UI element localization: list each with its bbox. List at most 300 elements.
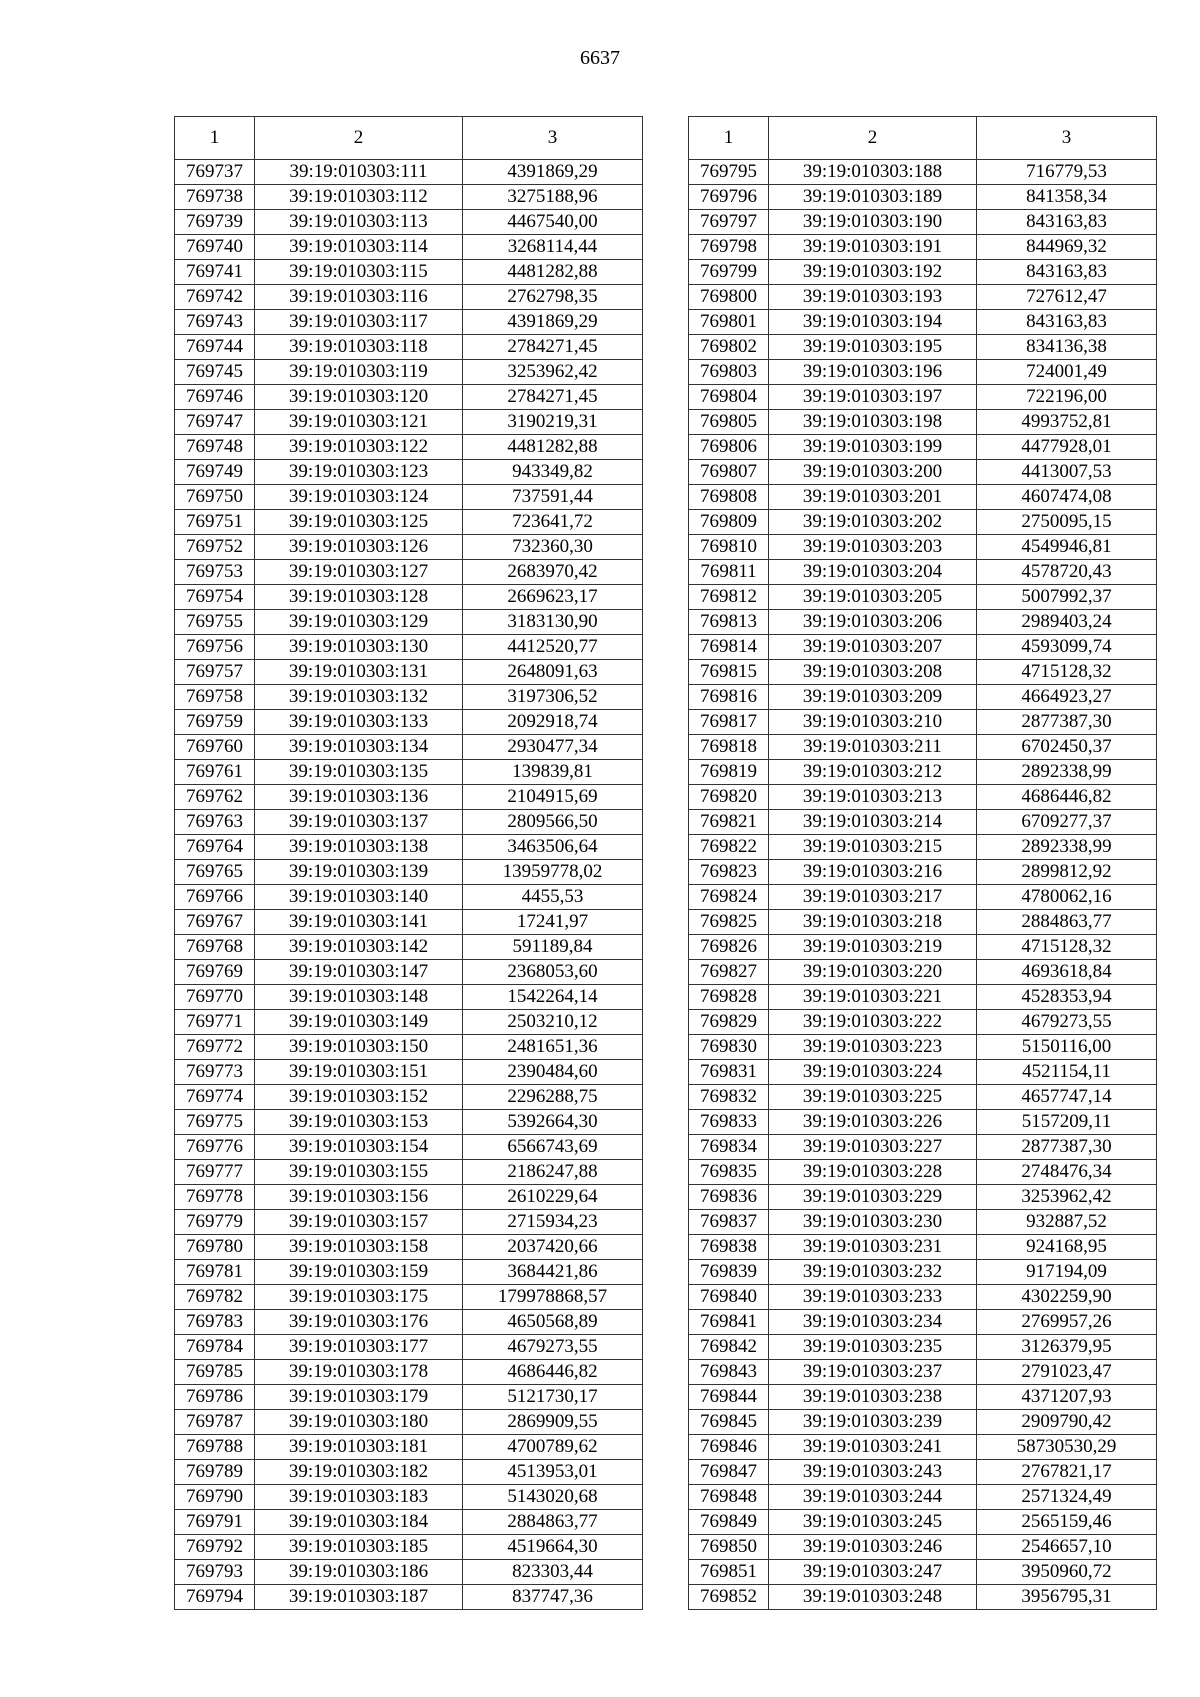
- table-row: [689, 1210, 1157, 1235]
- cadastral-number-cell: 39:19:010303:196: [769, 360, 977, 385]
- row-number-cell: 769757: [175, 660, 255, 685]
- cadastral-number-cell: 39:19:010303:208: [769, 660, 977, 685]
- row-number-cell: 769816: [689, 685, 769, 710]
- table-row: [689, 1335, 1157, 1360]
- cadastral-number-cell: 39:19:010303:214: [769, 810, 977, 835]
- row-number-cell: 769768: [175, 935, 255, 960]
- row-number-cell: 769785: [175, 1360, 255, 1385]
- value-cell: 6566743,69: [463, 1135, 643, 1160]
- row-number-cell: 769807: [689, 460, 769, 485]
- cadastral-number-cell: 39:19:010303:135: [255, 760, 463, 785]
- value-cell: 844969,32: [977, 235, 1157, 260]
- table-row: [689, 1160, 1157, 1185]
- table-row: [689, 760, 1157, 785]
- table-row: [175, 335, 643, 360]
- cadastral-number-cell: 39:19:010303:194: [769, 310, 977, 335]
- value-cell: 2892338,99: [977, 835, 1157, 860]
- cadastral-number-cell: 39:19:010303:119: [255, 360, 463, 385]
- value-cell: 4578720,43: [977, 560, 1157, 585]
- value-cell: 4477928,01: [977, 435, 1157, 460]
- cadastral-number-cell: 39:19:010303:117: [255, 310, 463, 335]
- cadastral-number-cell: 39:19:010303:126: [255, 535, 463, 560]
- table-row: [175, 510, 643, 535]
- row-number-cell: 769743: [175, 310, 255, 335]
- cadastral-number-cell: 39:19:010303:184: [255, 1510, 463, 1535]
- table-row: [175, 1285, 643, 1310]
- table-row: [689, 960, 1157, 985]
- cadastral-number-cell: 39:19:010303:215: [769, 835, 977, 860]
- row-number-cell: 769835: [689, 1160, 769, 1185]
- value-cell: 4521154,11: [977, 1060, 1157, 1085]
- value-cell: 4664923,27: [977, 685, 1157, 710]
- cadastral-number-cell: 39:19:010303:235: [769, 1335, 977, 1360]
- value-cell: 139839,81: [463, 760, 643, 785]
- value-cell: 6709277,37: [977, 810, 1157, 835]
- cadastral-number-cell: 39:19:010303:217: [769, 885, 977, 910]
- row-number-cell: 769762: [175, 785, 255, 810]
- cadastral-number-cell: 39:19:010303:219: [769, 935, 977, 960]
- row-number-cell: 769774: [175, 1085, 255, 1110]
- value-cell: 3126379,95: [977, 1335, 1157, 1360]
- cadastral-number-cell: 39:19:010303:200: [769, 460, 977, 485]
- cadastral-number-cell: 39:19:010303:197: [769, 385, 977, 410]
- value-cell: 5392664,30: [463, 1110, 643, 1135]
- value-cell: 4413007,53: [977, 460, 1157, 485]
- table-row: [175, 260, 643, 285]
- cadastral-number-cell: 39:19:010303:191: [769, 235, 977, 260]
- cadastral-number-cell: 39:19:010303:147: [255, 960, 463, 985]
- cadastral-number-cell: 39:19:010303:181: [255, 1435, 463, 1460]
- table-row: [689, 710, 1157, 735]
- row-number-cell: 769832: [689, 1085, 769, 1110]
- cadastral-number-cell: 39:19:010303:139: [255, 860, 463, 885]
- table-row: [175, 185, 643, 210]
- table-row: [689, 510, 1157, 535]
- row-number-cell: 769740: [175, 235, 255, 260]
- cadastral-number-cell: 39:19:010303:154: [255, 1135, 463, 1160]
- table-row: [689, 360, 1157, 385]
- cadastral-number-cell: 39:19:010303:157: [255, 1210, 463, 1235]
- value-cell: 727612,47: [977, 285, 1157, 310]
- cadastral-number-cell: 39:19:010303:218: [769, 910, 977, 935]
- cadastral-number-cell: 39:19:010303:142: [255, 935, 463, 960]
- cadastral-number-cell: 39:19:010303:180: [255, 1410, 463, 1435]
- row-number-cell: 769750: [175, 485, 255, 510]
- table-row: [689, 685, 1157, 710]
- row-number-cell: 769831: [689, 1060, 769, 1085]
- table-row: [689, 660, 1157, 685]
- table-row: [175, 785, 643, 810]
- row-number-cell: 769841: [689, 1310, 769, 1335]
- table-row: [689, 260, 1157, 285]
- row-number-cell: 769741: [175, 260, 255, 285]
- cadastral-number-cell: 39:19:010303:233: [769, 1285, 977, 1310]
- cadastral-number-cell: 39:19:010303:193: [769, 285, 977, 310]
- cadastral-number-cell: 39:19:010303:247: [769, 1560, 977, 1585]
- value-cell: 3950960,72: [977, 1560, 1157, 1585]
- table-row: [689, 1535, 1157, 1560]
- cadastral-number-cell: 39:19:010303:248: [769, 1585, 977, 1610]
- table-row: [689, 1060, 1157, 1085]
- value-cell: 17241,97: [463, 910, 643, 935]
- row-number-cell: 769765: [175, 860, 255, 885]
- table-row: [175, 1260, 643, 1285]
- cadastral-number-cell: 39:19:010303:201: [769, 485, 977, 510]
- value-cell: 4519664,30: [463, 1535, 643, 1560]
- value-cell: 13959778,02: [463, 860, 643, 885]
- value-cell: 5150116,00: [977, 1035, 1157, 1060]
- cadastral-number-cell: 39:19:010303:243: [769, 1460, 977, 1485]
- value-cell: 3183130,90: [463, 610, 643, 635]
- value-cell: 2092918,74: [463, 710, 643, 735]
- cadastral-number-cell: 39:19:010303:185: [255, 1535, 463, 1560]
- value-cell: 932887,52: [977, 1210, 1157, 1235]
- cadastral-number-cell: 39:19:010303:232: [769, 1260, 977, 1285]
- table-row: [175, 235, 643, 260]
- value-cell: 2884863,77: [977, 910, 1157, 935]
- value-cell: 3684421,86: [463, 1260, 643, 1285]
- value-cell: 841358,34: [977, 185, 1157, 210]
- value-cell: 2762798,35: [463, 285, 643, 310]
- table-row: [689, 1460, 1157, 1485]
- table-row: [689, 1435, 1157, 1460]
- value-cell: 3253962,42: [463, 360, 643, 385]
- value-cell: 917194,09: [977, 1260, 1157, 1285]
- cadastral-number-cell: 39:19:010303:121: [255, 410, 463, 435]
- row-number-cell: 769744: [175, 335, 255, 360]
- cadastral-number-cell: 39:19:010303:183: [255, 1485, 463, 1510]
- cadastral-number-cell: 39:19:010303:229: [769, 1185, 977, 1210]
- row-number-cell: 769796: [689, 185, 769, 210]
- cadastral-number-cell: 39:19:010303:195: [769, 335, 977, 360]
- row-number-cell: 769749: [175, 460, 255, 485]
- row-number-cell: 769745: [175, 360, 255, 385]
- value-cell: 2892338,99: [977, 760, 1157, 785]
- value-cell: 2565159,46: [977, 1510, 1157, 1535]
- value-cell: 4715128,32: [977, 660, 1157, 685]
- cadastral-number-cell: 39:19:010303:131: [255, 660, 463, 685]
- value-cell: 2037420,66: [463, 1235, 643, 1260]
- cadastral-number-cell: 39:19:010303:186: [255, 1560, 463, 1585]
- row-number-cell: 769823: [689, 860, 769, 885]
- table-row: [175, 985, 643, 1010]
- table-row: [689, 1560, 1157, 1585]
- table-row: [175, 1035, 643, 1060]
- cadastral-number-cell: 39:19:010303:149: [255, 1010, 463, 1035]
- register-table-right: [688, 116, 1157, 1610]
- value-cell: 2610229,64: [463, 1185, 643, 1210]
- row-number-cell: 769793: [175, 1560, 255, 1585]
- table-row: [689, 1385, 1157, 1410]
- cadastral-number-cell: 39:19:010303:222: [769, 1010, 977, 1035]
- row-number-cell: 769780: [175, 1235, 255, 1260]
- row-number-cell: 769840: [689, 1285, 769, 1310]
- table-row: [689, 785, 1157, 810]
- cadastral-number-cell: 39:19:010303:118: [255, 335, 463, 360]
- row-number-cell: 769821: [689, 810, 769, 835]
- table-row: [689, 210, 1157, 235]
- row-number-cell: 769755: [175, 610, 255, 635]
- cadastral-number-cell: 39:19:010303:225: [769, 1085, 977, 1110]
- table-row: [175, 885, 643, 910]
- value-cell: 4993752,81: [977, 410, 1157, 435]
- value-cell: 2368053,60: [463, 960, 643, 985]
- value-cell: 3275188,96: [463, 185, 643, 210]
- row-number-cell: 769739: [175, 210, 255, 235]
- table-row: [175, 735, 643, 760]
- value-cell: 2390484,60: [463, 1060, 643, 1085]
- cadastral-number-cell: 39:19:010303:179: [255, 1385, 463, 1410]
- table-row: [689, 1260, 1157, 1285]
- value-cell: 4481282,88: [463, 435, 643, 460]
- cadastral-number-cell: 39:19:010303:207: [769, 635, 977, 660]
- table-row: [689, 610, 1157, 635]
- row-number-cell: 769767: [175, 910, 255, 935]
- table-row: [175, 710, 643, 735]
- cadastral-number-cell: 39:19:010303:220: [769, 960, 977, 985]
- row-number-cell: 769760: [175, 735, 255, 760]
- cadastral-number-cell: 39:19:010303:206: [769, 610, 977, 635]
- row-number-cell: 769771: [175, 1010, 255, 1035]
- cadastral-number-cell: 39:19:010303:239: [769, 1410, 977, 1435]
- table-row: [689, 335, 1157, 360]
- table-row: [689, 1185, 1157, 1210]
- table-row: [175, 835, 643, 860]
- cadastral-number-cell: 39:19:010303:203: [769, 535, 977, 560]
- value-cell: 4549946,81: [977, 535, 1157, 560]
- row-number-cell: 769789: [175, 1460, 255, 1485]
- cadastral-number-cell: 39:19:010303:134: [255, 735, 463, 760]
- cadastral-number-cell: 39:19:010303:246: [769, 1535, 977, 1560]
- table-row: [175, 685, 643, 710]
- table-row: [689, 935, 1157, 960]
- row-number-cell: 769836: [689, 1185, 769, 1210]
- value-cell: 843163,83: [977, 310, 1157, 335]
- table-row: [175, 810, 643, 835]
- table-row: [689, 1010, 1157, 1035]
- value-cell: 2186247,88: [463, 1160, 643, 1185]
- cadastral-number-cell: 39:19:010303:120: [255, 385, 463, 410]
- value-cell: 4593099,74: [977, 635, 1157, 660]
- cadastral-number-cell: 39:19:010303:190: [769, 210, 977, 235]
- value-cell: 4679273,55: [977, 1010, 1157, 1035]
- value-cell: 2503210,12: [463, 1010, 643, 1035]
- value-cell: 2767821,17: [977, 1460, 1157, 1485]
- table-row: [175, 1335, 643, 1360]
- value-cell: 5007992,37: [977, 585, 1157, 610]
- value-cell: 2877387,30: [977, 1135, 1157, 1160]
- row-number-cell: 769850: [689, 1535, 769, 1560]
- value-cell: 2669623,17: [463, 585, 643, 610]
- table-row: [689, 185, 1157, 210]
- row-number-cell: 769805: [689, 410, 769, 435]
- row-number-cell: 769848: [689, 1485, 769, 1510]
- cadastral-number-cell: 39:19:010303:132: [255, 685, 463, 710]
- row-number-cell: 769824: [689, 885, 769, 910]
- row-number-cell: 769737: [175, 160, 255, 185]
- cadastral-number-cell: 39:19:010303:187: [255, 1585, 463, 1610]
- row-number-cell: 769839: [689, 1260, 769, 1285]
- table-row: [689, 1485, 1157, 1510]
- table-row: [175, 1135, 643, 1160]
- cadastral-number-cell: 39:19:010303:244: [769, 1485, 977, 1510]
- row-number-cell: 769775: [175, 1110, 255, 1135]
- value-cell: 1542264,14: [463, 985, 643, 1010]
- table-row: [689, 1410, 1157, 1435]
- header-row: [175, 117, 643, 160]
- table-row: [175, 1010, 643, 1035]
- cadastral-number-cell: 39:19:010303:128: [255, 585, 463, 610]
- cadastral-number-cell: 39:19:010303:115: [255, 260, 463, 285]
- value-cell: 4481282,88: [463, 260, 643, 285]
- row-number-cell: 769844: [689, 1385, 769, 1410]
- cadastral-number-cell: 39:19:010303:152: [255, 1085, 463, 1110]
- table-row: [689, 1510, 1157, 1535]
- row-number-cell: 769849: [689, 1510, 769, 1535]
- row-number-cell: 769820: [689, 785, 769, 810]
- column-header: 3: [977, 117, 1157, 160]
- table-row: [175, 160, 643, 185]
- value-cell: 591189,84: [463, 935, 643, 960]
- value-cell: 4391869,29: [463, 160, 643, 185]
- value-cell: 3190219,31: [463, 410, 643, 435]
- value-cell: 5157209,11: [977, 1110, 1157, 1135]
- header-row: [689, 117, 1157, 160]
- row-number-cell: 769781: [175, 1260, 255, 1285]
- table-row: [175, 535, 643, 560]
- row-number-cell: 769846: [689, 1435, 769, 1460]
- cadastral-number-cell: 39:19:010303:188: [769, 160, 977, 185]
- column-header: 1: [175, 117, 255, 160]
- row-number-cell: 769764: [175, 835, 255, 860]
- row-number-cell: 769754: [175, 585, 255, 610]
- cadastral-number-cell: 39:19:010303:138: [255, 835, 463, 860]
- cadastral-number-cell: 39:19:010303:151: [255, 1060, 463, 1085]
- column-header: 3: [463, 117, 643, 160]
- cadastral-number-cell: 39:19:010303:153: [255, 1110, 463, 1135]
- cadastral-number-cell: 39:19:010303:122: [255, 435, 463, 460]
- value-cell: 2909790,42: [977, 1410, 1157, 1435]
- cadastral-number-cell: 39:19:010303:202: [769, 510, 977, 535]
- cadastral-number-cell: 39:19:010303:230: [769, 1210, 977, 1235]
- table-row: [175, 460, 643, 485]
- cadastral-number-cell: 39:19:010303:204: [769, 560, 977, 585]
- row-number-cell: 769802: [689, 335, 769, 360]
- row-number-cell: 769788: [175, 1435, 255, 1460]
- row-number-cell: 769803: [689, 360, 769, 385]
- row-number-cell: 769817: [689, 710, 769, 735]
- table-row: [689, 160, 1157, 185]
- table-row: [689, 585, 1157, 610]
- row-number-cell: 769798: [689, 235, 769, 260]
- value-cell: 737591,44: [463, 485, 643, 510]
- value-cell: 4391869,29: [463, 310, 643, 335]
- value-cell: 58730530,29: [977, 1435, 1157, 1460]
- table-row: [175, 1535, 643, 1560]
- value-cell: 4780062,16: [977, 885, 1157, 910]
- row-number-cell: 769746: [175, 385, 255, 410]
- row-number-cell: 769809: [689, 510, 769, 535]
- value-cell: 4700789,62: [463, 1435, 643, 1460]
- table-row: [175, 360, 643, 385]
- value-cell: 2989403,24: [977, 610, 1157, 635]
- cadastral-number-cell: 39:19:010303:199: [769, 435, 977, 460]
- table-row: [175, 385, 643, 410]
- table-row: [175, 1160, 643, 1185]
- value-cell: 3463506,64: [463, 835, 643, 860]
- cadastral-number-cell: 39:19:010303:141: [255, 910, 463, 935]
- cadastral-number-cell: 39:19:010303:129: [255, 610, 463, 635]
- row-number-cell: 769787: [175, 1410, 255, 1435]
- value-cell: 716779,53: [977, 160, 1157, 185]
- value-cell: 4679273,55: [463, 1335, 643, 1360]
- value-cell: 2784271,45: [463, 335, 643, 360]
- table-row: [175, 1460, 643, 1485]
- cadastral-number-cell: 39:19:010303:231: [769, 1235, 977, 1260]
- row-number-cell: 769751: [175, 510, 255, 535]
- table-row: [175, 1560, 643, 1585]
- table-row: [175, 310, 643, 335]
- table-row: [689, 1360, 1157, 1385]
- value-cell: 4371207,93: [977, 1385, 1157, 1410]
- value-cell: 2104915,69: [463, 785, 643, 810]
- table-row: [175, 1110, 643, 1135]
- value-cell: 924168,95: [977, 1235, 1157, 1260]
- row-number-cell: 769814: [689, 635, 769, 660]
- cadastral-number-cell: 39:19:010303:245: [769, 1510, 977, 1535]
- row-number-cell: 769828: [689, 985, 769, 1010]
- table-row: [175, 485, 643, 510]
- cadastral-number-cell: 39:19:010303:192: [769, 260, 977, 285]
- value-cell: 2877387,30: [977, 710, 1157, 735]
- table-row: [175, 660, 643, 685]
- row-number-cell: 769847: [689, 1460, 769, 1485]
- row-number-cell: 769777: [175, 1160, 255, 1185]
- value-cell: 2683970,42: [463, 560, 643, 585]
- row-number-cell: 769799: [689, 260, 769, 285]
- value-cell: 2748476,34: [977, 1160, 1157, 1185]
- table-row: [689, 1585, 1157, 1610]
- table-row: [689, 535, 1157, 560]
- value-cell: 4715128,32: [977, 935, 1157, 960]
- row-number-cell: 769838: [689, 1235, 769, 1260]
- value-cell: 2769957,26: [977, 1310, 1157, 1335]
- row-number-cell: 769773: [175, 1060, 255, 1085]
- cadastral-number-cell: 39:19:010303:148: [255, 985, 463, 1010]
- row-number-cell: 769782: [175, 1285, 255, 1310]
- value-cell: 3268114,44: [463, 235, 643, 260]
- table-row: [175, 1210, 643, 1235]
- cadastral-number-cell: 39:19:010303:113: [255, 210, 463, 235]
- cadastral-number-cell: 39:19:010303:112: [255, 185, 463, 210]
- row-number-cell: 769806: [689, 435, 769, 460]
- value-cell: 2296288,75: [463, 1085, 643, 1110]
- table-row: [175, 585, 643, 610]
- cadastral-number-cell: 39:19:010303:116: [255, 285, 463, 310]
- table-row: [175, 1185, 643, 1210]
- row-number-cell: 769786: [175, 1385, 255, 1410]
- row-number-cell: 769763: [175, 810, 255, 835]
- value-cell: 4650568,89: [463, 1310, 643, 1335]
- value-cell: 4528353,94: [977, 985, 1157, 1010]
- cadastral-number-cell: 39:19:010303:209: [769, 685, 977, 710]
- table-row: [175, 935, 643, 960]
- value-cell: 2884863,77: [463, 1510, 643, 1535]
- row-number-cell: 769843: [689, 1360, 769, 1385]
- row-number-cell: 769808: [689, 485, 769, 510]
- cadastral-number-cell: 39:19:010303:212: [769, 760, 977, 785]
- cadastral-number-cell: 39:19:010303:176: [255, 1310, 463, 1335]
